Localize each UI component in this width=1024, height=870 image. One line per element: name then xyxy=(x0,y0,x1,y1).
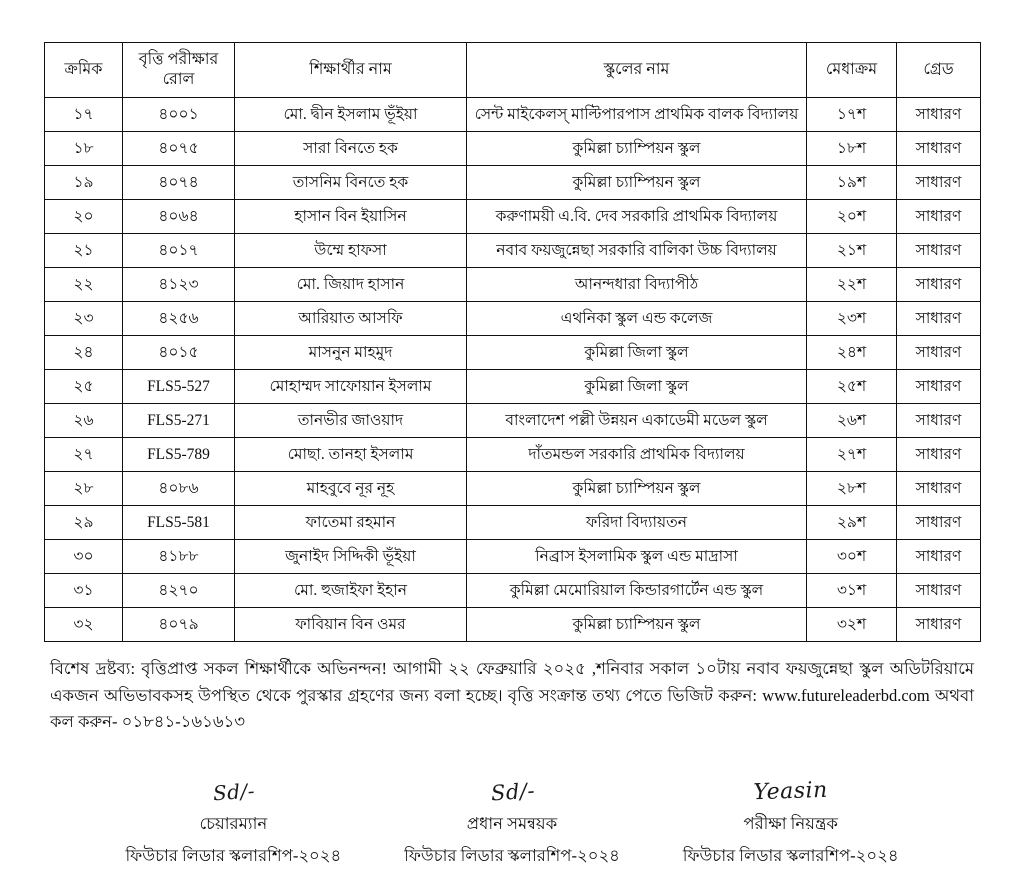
table-row xyxy=(45,608,981,642)
cell-merit: ২৪শ xyxy=(807,336,897,370)
cell-school-name: বাংলাদেশ পল্লী উন্নয়ন একাডেমী মডেল স্কুল xyxy=(467,404,807,438)
cell-grade: সাধারণ xyxy=(897,336,981,370)
cell-merit: ১৮শ xyxy=(807,132,897,166)
table-row xyxy=(45,268,981,302)
cell-grade: সাধারণ xyxy=(897,302,981,336)
cell-merit: ৩০শ xyxy=(807,540,897,574)
table-row xyxy=(45,404,981,438)
cell-student-name: মাহবুবে নূর নূহ xyxy=(235,472,467,506)
cell-roll: ৪০৬৪ xyxy=(123,200,235,234)
cell-roll: ৪২৫৬ xyxy=(123,302,235,336)
cell-grade: সাধারণ xyxy=(897,438,981,472)
cell-grade: সাধারণ xyxy=(897,166,981,200)
cell-student-name: তানভীর জাওয়াদ xyxy=(235,404,467,438)
cell-roll: ৪০৮৬ xyxy=(123,472,235,506)
cell-school-name: কুমিল্লা জিলা স্কুল xyxy=(467,336,807,370)
cell-grade: সাধারণ xyxy=(897,370,981,404)
cell-serial: ৩১ xyxy=(45,574,123,608)
table-row xyxy=(45,234,981,268)
signature-block-controller xyxy=(651,762,930,870)
signature-mark-chairman: Sd/- xyxy=(212,778,256,806)
cell-serial: ৩০ xyxy=(45,540,123,574)
cell-roll: ৪০৭৯ xyxy=(123,608,235,642)
cell-student-name: মো. হুজাইফা ইহান xyxy=(235,574,467,608)
signature-block-chairman xyxy=(94,762,373,870)
cell-merit: ১৯শ xyxy=(807,166,897,200)
cell-merit: ৩১শ xyxy=(807,574,897,608)
cell-student-name: সারা বিনতে হক xyxy=(235,132,467,166)
cell-grade: সাধারণ xyxy=(897,574,981,608)
table-row xyxy=(45,302,981,336)
cell-merit: ২৫শ xyxy=(807,370,897,404)
cell-roll: FLS5-789 xyxy=(123,438,235,472)
cell-merit: ২০শ xyxy=(807,200,897,234)
cell-serial: ২৬ xyxy=(45,404,123,438)
cell-merit: ৩২শ xyxy=(807,608,897,642)
notice-text-part2: অথবা কল করুন- ০১৮৪১-১৬১৬১৩ xyxy=(50,685,974,732)
column-header-merit: মেধাক্রম xyxy=(807,43,897,98)
website-link[interactable]: www.futureleaderbd.com xyxy=(762,685,930,705)
signature-mark-controller: Yeasin xyxy=(753,777,829,806)
cell-school-name: নিব্রাস ইসলামিক স্কুল এন্ড মাদ্রাসা xyxy=(467,540,807,574)
cell-roll: ৪২৭০ xyxy=(123,574,235,608)
cell-student-name: উম্মে হাফসা xyxy=(235,234,467,268)
cell-merit: ১৭শ xyxy=(807,98,897,132)
signature-mark-coordinator: Sd/- xyxy=(489,778,536,806)
cell-grade: সাধারণ xyxy=(897,132,981,166)
cell-student-name: তাসনিম বিনতে হক xyxy=(235,166,467,200)
signature-block-coordinator xyxy=(373,762,652,870)
table-row xyxy=(45,370,981,404)
cell-serial: ১৭ xyxy=(45,98,123,132)
signature-sub-controller: ফিউচার লিডার স্কলারশিপ-২০২৪ xyxy=(682,846,899,866)
cell-student-name: জুনাইদ সিদ্দিকী ভূঁইয়া xyxy=(235,540,467,574)
cell-grade: সাধারণ xyxy=(897,98,981,132)
cell-serial: ২০ xyxy=(45,200,123,234)
cell-student-name: মোছা. তানহা ইসলাম xyxy=(235,438,467,472)
cell-merit: ২৮শ xyxy=(807,472,897,506)
table-row xyxy=(45,472,981,506)
cell-serial: ১৮ xyxy=(45,132,123,166)
cell-merit: ২১শ xyxy=(807,234,897,268)
cell-roll: ৪০৭৪ xyxy=(123,166,235,200)
table-row xyxy=(45,98,981,132)
cell-merit: ২৩শ xyxy=(807,302,897,336)
cell-serial: ২৪ xyxy=(45,336,123,370)
cell-roll: FLS5-527 xyxy=(123,370,235,404)
cell-grade: সাধারণ xyxy=(897,268,981,302)
cell-student-name: মো. দ্বীন ইসলাম ভূঁইয়া xyxy=(235,98,467,132)
cell-serial: ২১ xyxy=(45,234,123,268)
cell-school-name: কুমিল্লা চ্যাম্পিয়ন স্কুল xyxy=(467,166,807,200)
cell-merit: ২৭শ xyxy=(807,438,897,472)
table-header-row xyxy=(45,43,981,98)
signature-title-coordinator: প্রধান সমন্বয়ক xyxy=(466,814,558,834)
column-header-roll: বৃত্তি পরীক্ষার রোল xyxy=(123,43,235,98)
table-row xyxy=(45,506,981,540)
table-row xyxy=(45,132,981,166)
cell-student-name: মোহাম্মদ সাফোয়ান ইসলাম xyxy=(235,370,467,404)
cell-roll: ৪০১৭ xyxy=(123,234,235,268)
cell-school-name: করুণাময়ী এ.বি. দেব সরকারি প্রাথমিক বিদ্যালয় xyxy=(467,200,807,234)
cell-roll: ৪০৭৫ xyxy=(123,132,235,166)
cell-grade: সাধারণ xyxy=(897,200,981,234)
cell-merit: ২২শ xyxy=(807,268,897,302)
cell-school-name: ফরিদা বিদ্যায়তন xyxy=(467,506,807,540)
cell-school-name: আনন্দধারা বিদ্যাপীঠ xyxy=(467,268,807,302)
signature-title-controller: পরীক্ষা নিয়ন্ত্রক xyxy=(743,814,838,834)
notice-paragraph xyxy=(50,656,974,736)
cell-grade: সাধারণ xyxy=(897,472,981,506)
column-header-grade: গ্রেড xyxy=(897,43,981,98)
table-row xyxy=(45,336,981,370)
cell-serial: ২৮ xyxy=(45,472,123,506)
column-header-serial: ক্রমিক xyxy=(45,43,123,98)
cell-school-name: সেন্ট মাইকেলস্ মাল্টিপারপাস প্রাথমিক বালক বিদ্যালয় xyxy=(467,98,807,132)
cell-school-name: দাঁতমন্ডল সরকারি প্রাথমিক বিদ্যালয় xyxy=(467,438,807,472)
cell-grade: সাধারণ xyxy=(897,506,981,540)
column-header-school-name: স্কুলের নাম xyxy=(467,43,807,98)
cell-school-name: কুমিল্লা চ্যাম্পিয়ন স্কুল xyxy=(467,472,807,506)
cell-school-name: কুমিল্লা চ্যাম্পিয়ন স্কুল xyxy=(467,608,807,642)
cell-roll: ৪০১৫ xyxy=(123,336,235,370)
table-row xyxy=(45,540,981,574)
cell-school-name: এথনিকা স্কুল এন্ড কলেজ xyxy=(467,302,807,336)
cell-roll: FLS5-271 xyxy=(123,404,235,438)
column-header-student-name: শিক্ষার্থীর নাম xyxy=(235,43,467,98)
cell-serial: ২৭ xyxy=(45,438,123,472)
cell-student-name: ফাতেমা রহমান xyxy=(235,506,467,540)
signature-sub-coordinator: ফিউচার লিডার স্কলারশিপ-২০২৪ xyxy=(404,846,620,866)
cell-serial: ১৯ xyxy=(45,166,123,200)
notice-text-part1: বিশেষ দ্রষ্টব্য: বৃত্তিপ্রাপ্ত সকল শিক্ষার্থীকে অভিনন্দন! আগামী ২২ ফেব্রুয়ারি ২০২৫ ,শনিবার সকাল ১০টায় নবাব ফয়জুন্নেছা স্কুল অডিটরিয়ামে একজন অভিভাবকসহ উপস্থিত থেকে পুরস্কার গ্রহণের জন্য বলা হচ্ছে। বৃত্তি সংক্রান্ত তথ্য পেতে ভিজিট করুন: xyxy=(50,659,974,705)
cell-student-name: মাসনুন মাহমুদ xyxy=(235,336,467,370)
cell-grade: সাধারণ xyxy=(897,404,981,438)
cell-student-name: মো. জিয়াদ হাসান xyxy=(235,268,467,302)
cell-student-name: আরিয়াত আসফি xyxy=(235,302,467,336)
cell-roll: ৪১৮৮ xyxy=(123,540,235,574)
cell-grade: সাধারণ xyxy=(897,234,981,268)
signature-title-chairman: চেয়ারম্যান xyxy=(199,814,268,834)
cell-serial: ২৫ xyxy=(45,370,123,404)
cell-grade: সাধারণ xyxy=(897,608,981,642)
cell-serial: ৩২ xyxy=(45,608,123,642)
cell-serial: ২২ xyxy=(45,268,123,302)
table-row xyxy=(45,200,981,234)
signature-sub-chairman: ফিউচার লিডার স্কলারশিপ-২০২৪ xyxy=(125,846,342,866)
table-row xyxy=(45,438,981,472)
cell-grade: সাধারণ xyxy=(897,540,981,574)
signature-row xyxy=(94,762,930,870)
cell-roll: ৪০০১ xyxy=(123,98,235,132)
cell-merit: ২৯শ xyxy=(807,506,897,540)
table-row xyxy=(45,574,981,608)
cell-school-name: কুমিল্লা মেমোরিয়াল কিন্ডারগার্টেন এন্ড স্কুল xyxy=(467,574,807,608)
cell-roll: FLS5-581 xyxy=(123,506,235,540)
cell-roll: ৪১২৩ xyxy=(123,268,235,302)
cell-serial: ২৩ xyxy=(45,302,123,336)
result-table xyxy=(44,42,981,642)
cell-serial: ২৯ xyxy=(45,506,123,540)
cell-school-name: কুমিল্লা চ্যাম্পিয়ন স্কুল xyxy=(467,132,807,166)
cell-student-name: ফাবিয়ান বিন ওমর xyxy=(235,608,467,642)
cell-student-name: হাসান বিন ইয়াসিন xyxy=(235,200,467,234)
cell-school-name: কুমিল্লা জিলা স্কুল xyxy=(467,370,807,404)
table-body xyxy=(45,98,981,642)
cell-merit: ২৬শ xyxy=(807,404,897,438)
table-header xyxy=(45,43,981,98)
table-row xyxy=(45,166,981,200)
cell-school-name: নবাব ফয়জুন্নেছা সরকারি বালিকা উচ্চ বিদ্যালয় xyxy=(467,234,807,268)
